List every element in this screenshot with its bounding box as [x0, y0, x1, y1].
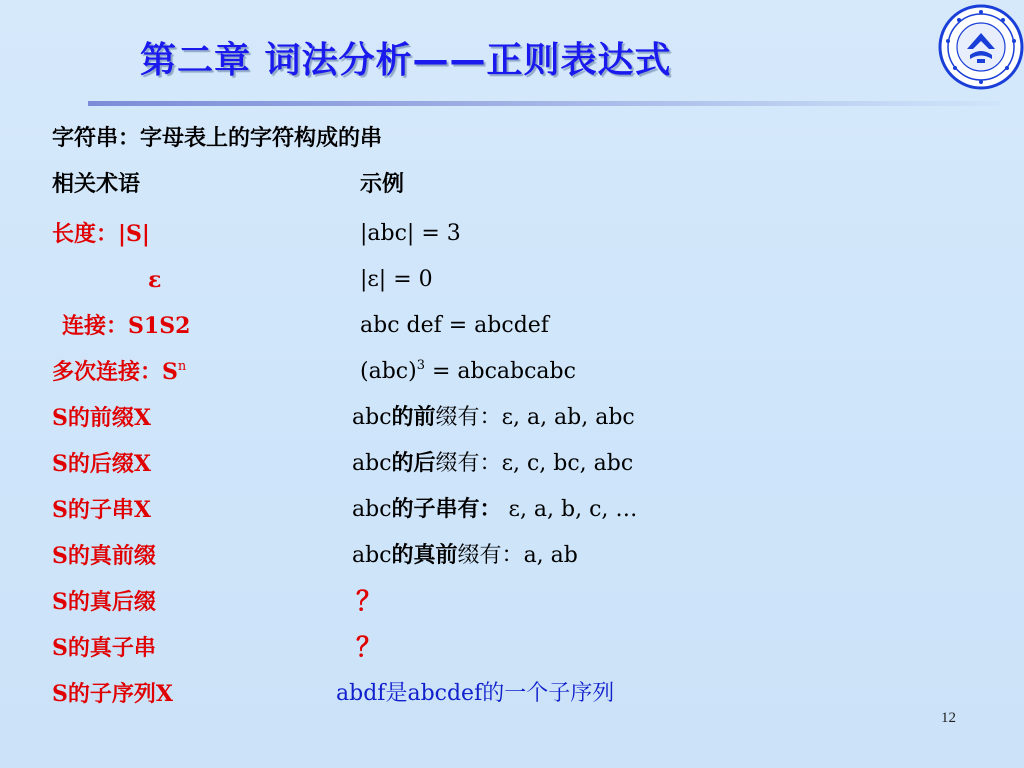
- term-label: S的真后缀: [52, 589, 156, 615]
- question-mark: ？: [356, 587, 383, 617]
- term-row: [0, 583, 1024, 621]
- term-row: [0, 353, 1024, 391]
- term-row: [0, 445, 1024, 483]
- term-row: [0, 399, 1024, 437]
- term-row: [0, 215, 1024, 253]
- term-label: S的真前缀: [52, 543, 156, 569]
- term-row: [0, 629, 1024, 667]
- term-label: 长度：|S|: [52, 221, 150, 247]
- example-text: abc的子串有： ε, a, b, c, …: [352, 497, 638, 522]
- example-text: |abc| = 3: [360, 221, 461, 246]
- question-mark: ？: [356, 633, 383, 663]
- term-label: S的真子串: [52, 635, 156, 661]
- example-text: abc的前缀有：ε, a, ab, abc: [352, 405, 635, 430]
- header-row: [0, 166, 1024, 204]
- term-row: [0, 261, 1024, 299]
- term-label: S的前缀X: [52, 405, 151, 431]
- page-number: 12: [941, 710, 956, 726]
- example-text: abdf是abcdef的一个子序列: [336, 681, 615, 706]
- term-row: [0, 537, 1024, 575]
- header-example: 示例: [360, 172, 405, 197]
- intro-text: 字符串：字母表上的字符构成的串: [52, 126, 383, 151]
- title-underline: [88, 101, 1000, 106]
- example-text: (abc)$^3$ = abcabcabc: [360, 358, 576, 384]
- example-text: abc def = abcdef: [360, 313, 549, 338]
- header-term: 相关术语: [52, 172, 141, 197]
- term-label: S的子串X: [52, 497, 151, 523]
- example-text: |ε| = 0: [360, 267, 433, 292]
- slide-title: 第二章 词法分析——正则表达式: [140, 40, 672, 81]
- term-label: 连接：S1S2: [62, 313, 191, 339]
- example-text: abc的后缀有：ε, c, bc, abc: [352, 451, 634, 476]
- term-row: [0, 307, 1024, 345]
- intro-row: [0, 120, 1024, 158]
- term-label: 多次连接：$S^n$: [52, 359, 187, 385]
- example-text: abc的真前缀有：a, ab: [352, 543, 578, 568]
- term-row: [0, 675, 1024, 713]
- term-label: S的子序列X: [52, 681, 173, 707]
- term-row: [0, 491, 1024, 529]
- term-label: ε: [148, 267, 162, 293]
- term-label: S的后缀X: [52, 451, 151, 477]
- university-seal-icon: [937, 3, 1024, 91]
